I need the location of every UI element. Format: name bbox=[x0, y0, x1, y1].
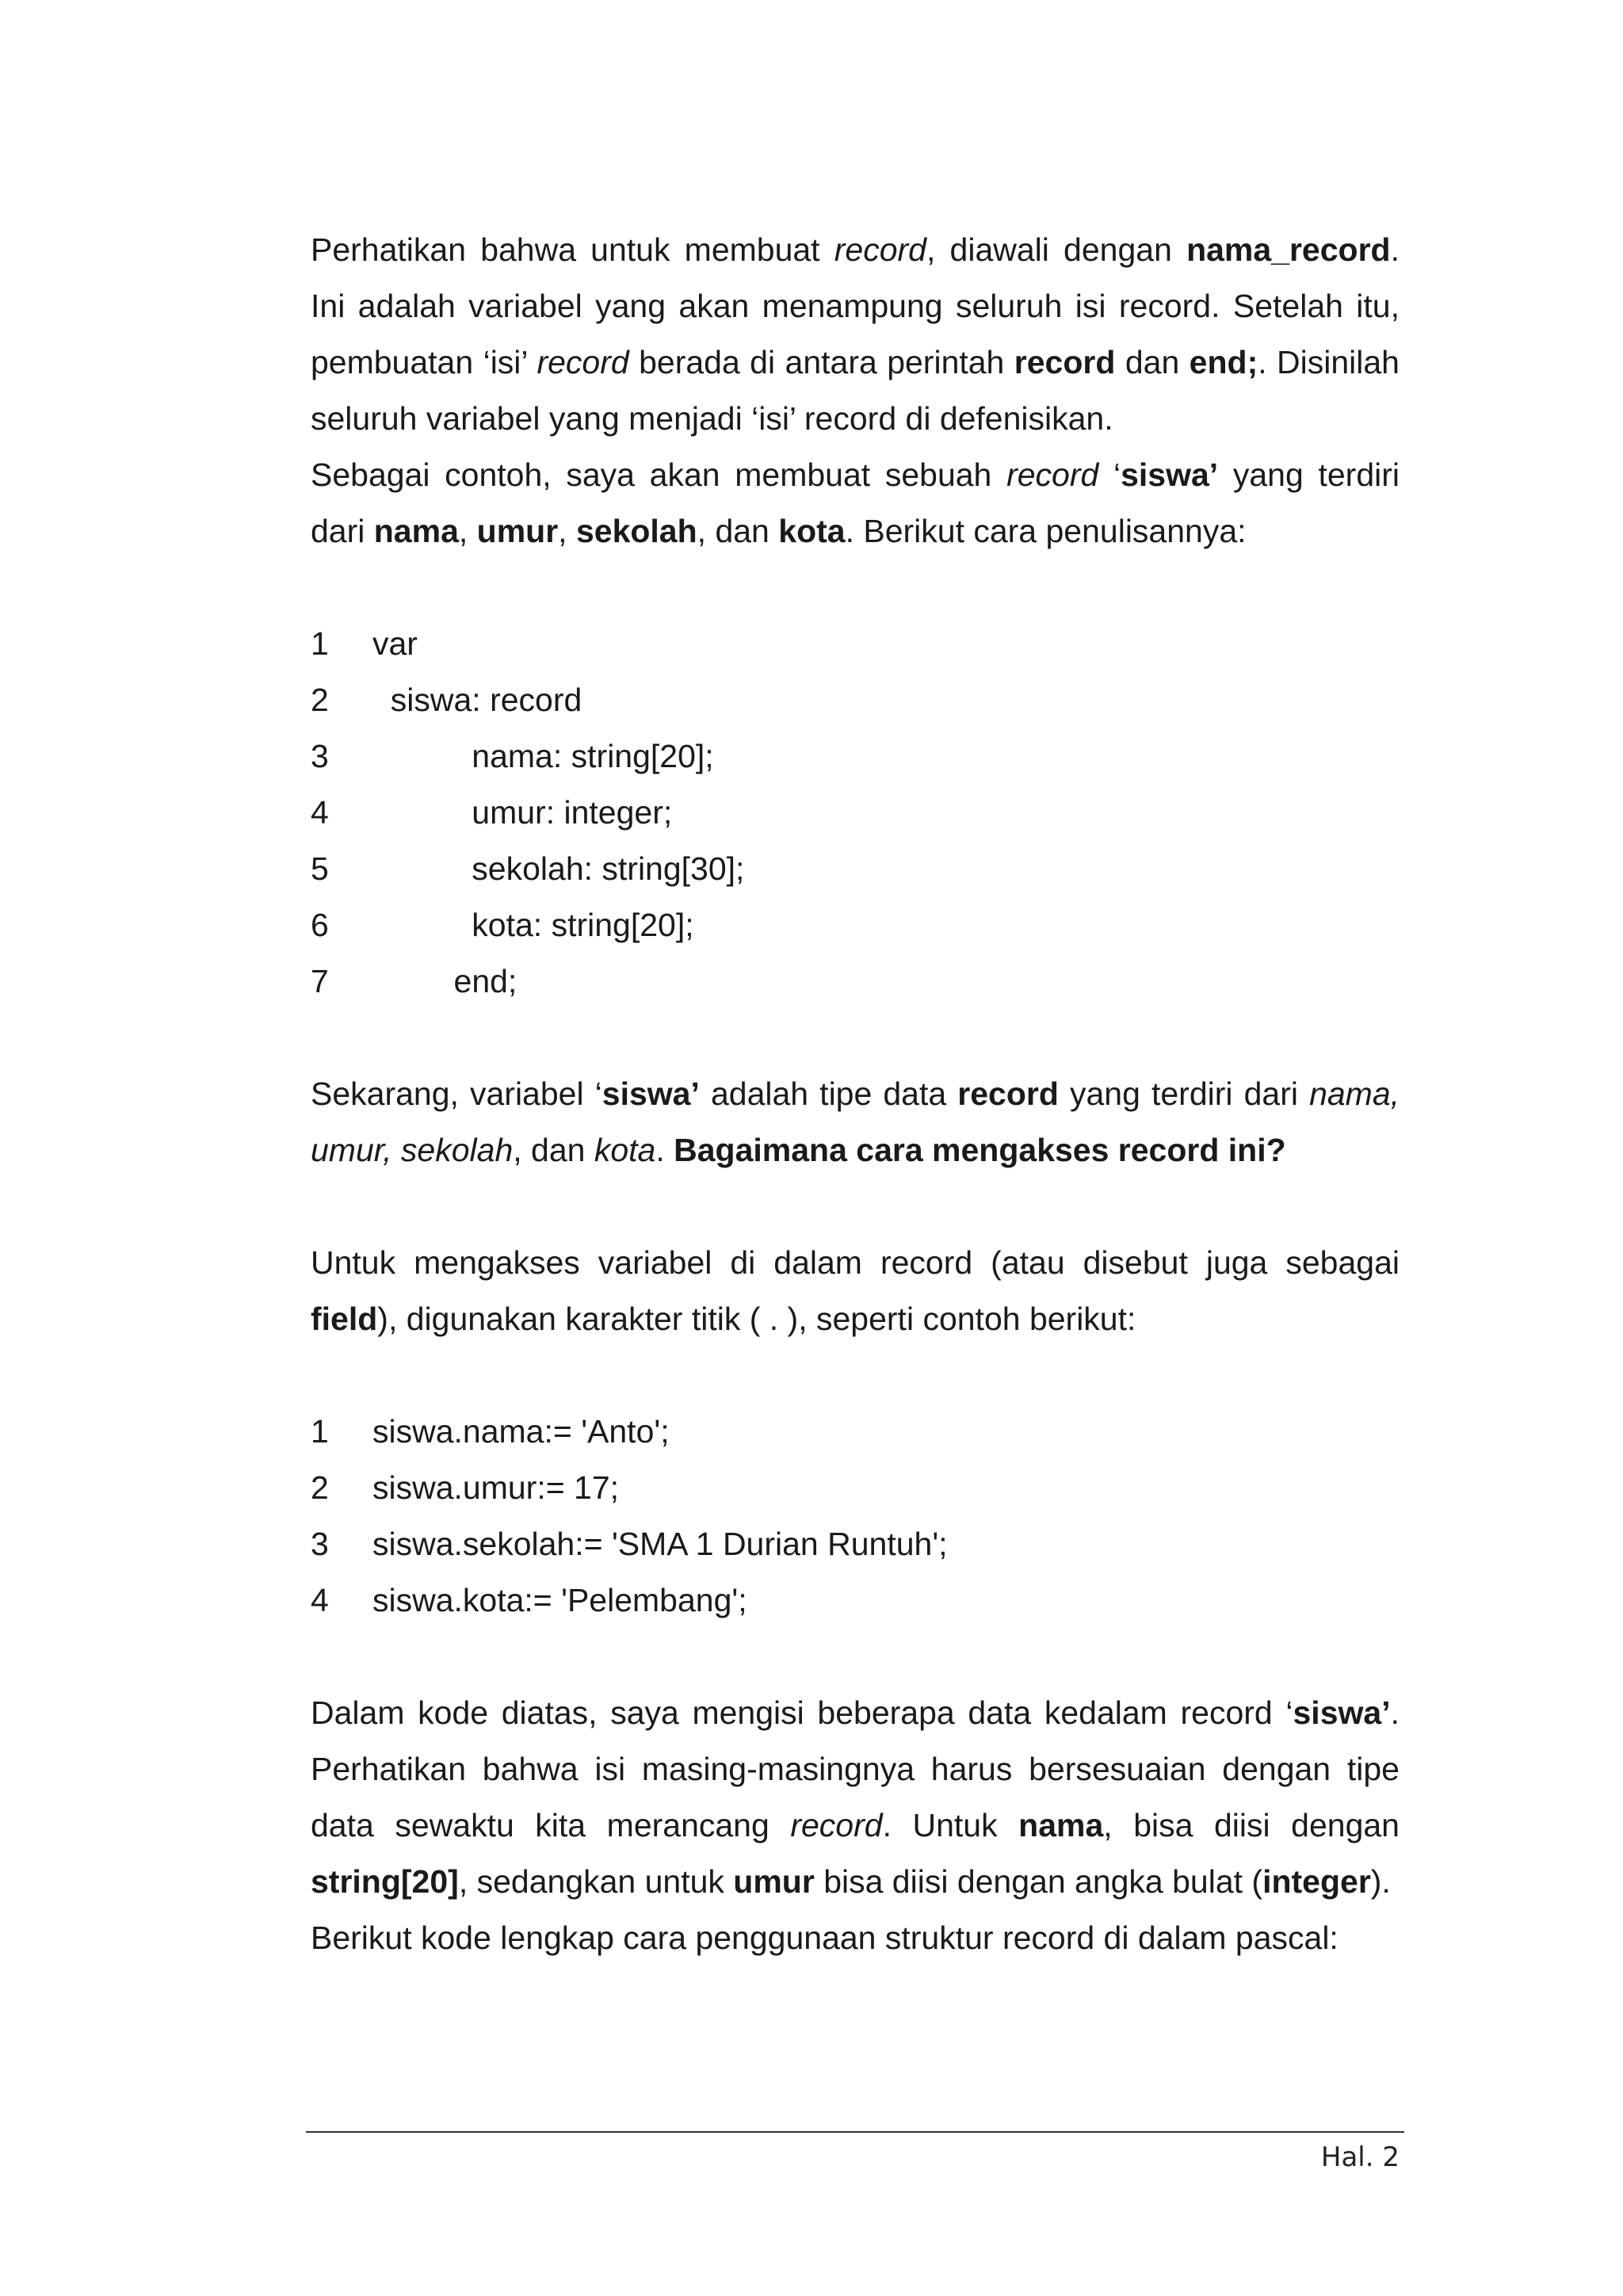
spacer bbox=[311, 1629, 1400, 1685]
text-run: Sebagai contoh, saya akan membuat sebuah bbox=[311, 457, 1007, 493]
line-number: 4 bbox=[311, 1582, 329, 1618]
line-number: 3 bbox=[311, 738, 329, 774]
code-block-field-assignment bbox=[311, 1404, 1400, 1629]
italic-text: record bbox=[537, 344, 629, 380]
text-run: ‘ bbox=[1098, 457, 1121, 493]
text-run: Untuk mengakses variabel di dalam record (atau disebut juga sebagai bbox=[311, 1244, 1400, 1281]
text-run: berada di antara perintah bbox=[628, 344, 1014, 380]
code-line bbox=[311, 953, 1400, 1010]
text-run: adalah tipe data bbox=[699, 1075, 958, 1112]
code-text: kota: string[20]; bbox=[372, 907, 694, 943]
line-number: 1 bbox=[311, 625, 329, 662]
bold-text: siswa’ bbox=[1293, 1694, 1391, 1731]
bold-text: field bbox=[311, 1301, 378, 1337]
footer-divider bbox=[306, 2131, 1404, 2133]
code-line bbox=[311, 897, 1400, 953]
line-number: 7 bbox=[311, 963, 329, 999]
text-run: . Ini adalah variabel yang akan menampung seluruh isi record. Setelah itu, pembuatan ‘isi’ bbox=[311, 231, 1400, 380]
bold-text: end; bbox=[1189, 344, 1258, 380]
page-number: Hal. 2 bbox=[1320, 2141, 1400, 2173]
bold-text: nama bbox=[1018, 1807, 1104, 1843]
bold-text: sekolah bbox=[575, 513, 697, 549]
text-run: . bbox=[655, 1132, 674, 1168]
spacer bbox=[311, 1347, 1400, 1404]
line-number: 4 bbox=[311, 794, 329, 831]
paragraph-record-intro bbox=[311, 222, 1400, 447]
spacer bbox=[311, 560, 1400, 616]
text-run: bisa diisi dengan angka bulat ( bbox=[814, 1863, 1263, 1900]
line-number: 6 bbox=[311, 907, 329, 943]
text-run: , bbox=[458, 513, 477, 549]
bold-text: siswa’ bbox=[1121, 457, 1219, 493]
code-text: nama: string[20]; bbox=[372, 738, 714, 774]
code-text: sekolah: string[30]; bbox=[372, 850, 745, 887]
code-text: var bbox=[372, 625, 418, 662]
code-text: end; bbox=[372, 963, 517, 999]
bold-text: string[20] bbox=[311, 1863, 459, 1900]
text-run: yang terdiri dari bbox=[1058, 1075, 1310, 1112]
italic-text: nama, umur, sekolah bbox=[311, 1075, 1400, 1168]
code-line bbox=[311, 841, 1400, 897]
text-run: . Berikut cara penulisannya: bbox=[845, 513, 1247, 549]
paragraph-field-access bbox=[311, 1235, 1400, 1347]
text-run: ), digunakan karakter titik ( . ), seperti contoh berikut: bbox=[377, 1301, 1136, 1337]
italic-text: record bbox=[834, 231, 926, 268]
text-run: ). bbox=[1370, 1863, 1391, 1900]
bold-text: umur bbox=[733, 1863, 815, 1900]
bold-text: nama bbox=[373, 513, 459, 549]
bold-text: Bagaimana cara mengakses record ini? bbox=[674, 1132, 1286, 1168]
code-text: siswa.sekolah:= 'SMA 1 Durian Runtuh'; bbox=[372, 1526, 948, 1562]
code-line bbox=[311, 728, 1400, 785]
text-run: , sedangkan untuk bbox=[458, 1863, 734, 1900]
bold-text: integer bbox=[1262, 1863, 1371, 1900]
paragraph-full-code-intro bbox=[311, 1910, 1400, 1966]
line-number: 3 bbox=[311, 1526, 329, 1562]
text-run: , bisa diisi dengan bbox=[1103, 1807, 1400, 1843]
text-run: Sekarang, variabel ‘ bbox=[311, 1075, 602, 1112]
code-block-record-declaration bbox=[311, 616, 1400, 1010]
text-run: . Untuk bbox=[882, 1807, 1019, 1843]
code-text: siswa.umur:= 17; bbox=[372, 1469, 620, 1506]
italic-text: record bbox=[790, 1807, 883, 1843]
code-text: umur: integer; bbox=[372, 794, 673, 831]
text-run: , dan bbox=[513, 1132, 594, 1168]
code-line bbox=[311, 1572, 1400, 1629]
code-line bbox=[311, 1404, 1400, 1460]
line-number: 2 bbox=[311, 682, 329, 718]
bold-text: nama_record bbox=[1186, 231, 1391, 268]
text-run: . Perhatikan bahwa isi masing-masingnya harus bersesuaian dengan tipe data sewaktu kita merancang bbox=[311, 1694, 1400, 1843]
text-run: Perhatikan bahwa untuk membuat bbox=[311, 231, 834, 268]
text-run: yang terdiri dari bbox=[311, 457, 1400, 549]
text-run: Berikut kode lengkap cara penggunaan struktur record di dalam pascal: bbox=[311, 1920, 1338, 1956]
document-body bbox=[311, 222, 1400, 1966]
code-text: siswa.kota:= 'Pelembang'; bbox=[372, 1582, 747, 1618]
code-line bbox=[311, 1516, 1400, 1572]
text-run: . Disinilah seluruh variabel yang menjadi ‘isi’ record di defenisikan. bbox=[311, 344, 1400, 437]
paragraph-assignment-explanation bbox=[311, 1685, 1400, 1910]
text-run: , bbox=[558, 513, 576, 549]
code-line bbox=[311, 672, 1400, 728]
spacer bbox=[311, 1179, 1400, 1235]
line-number: 5 bbox=[311, 850, 329, 887]
paragraph-example-intro bbox=[311, 447, 1400, 560]
bold-text: umur bbox=[476, 513, 559, 549]
bold-text: siswa’ bbox=[601, 1075, 700, 1112]
italic-text: kota bbox=[594, 1132, 656, 1168]
text-run: , diawali dengan bbox=[926, 231, 1187, 268]
spacer bbox=[311, 1010, 1400, 1066]
code-line bbox=[311, 1460, 1400, 1516]
bold-text: kota bbox=[778, 513, 846, 549]
code-line bbox=[311, 616, 1400, 672]
line-number: 2 bbox=[311, 1469, 329, 1506]
text-run: , dan bbox=[697, 513, 779, 549]
code-text: siswa.nama:= 'Anto'; bbox=[372, 1413, 670, 1450]
code-line bbox=[311, 785, 1400, 841]
line-number: 1 bbox=[311, 1413, 329, 1450]
italic-text: record bbox=[1006, 457, 1099, 493]
bold-text: record bbox=[1014, 344, 1116, 380]
text-run: Dalam kode diatas, saya mengisi beberapa data kedalam record ‘ bbox=[311, 1694, 1293, 1731]
bold-text: record bbox=[957, 1075, 1059, 1112]
text-run: dan bbox=[1115, 344, 1190, 380]
paragraph-record-explanation bbox=[311, 1066, 1400, 1179]
code-text: siswa: record bbox=[372, 682, 582, 718]
